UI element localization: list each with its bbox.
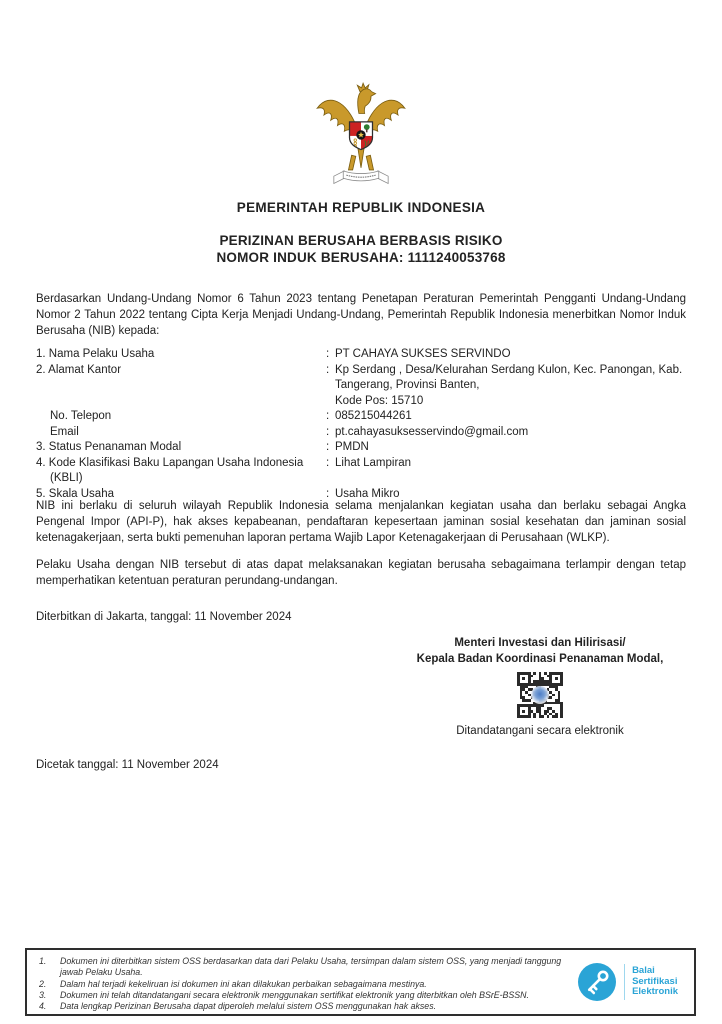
intro-paragraph: Berdasarkan Undang-Undang Nomor 6 Tahun 2023 tentang Penetapan Peraturan Pemerintah Pengganti Undang-Undang Nomor 2 Tahun 2022 tentang Cipta Kerja Menjadi Undang-Undang, Pemerintah Republik Indonesia menerbitkan Nomor Induk Berusaha (NIB) kepada: [36,293,686,337]
fields-list [36,347,688,502]
government-title: PEMERINTAH REPUBLIK INDONESIA [236,200,486,215]
qr-code [517,672,563,718]
footnote-item [39,990,577,1001]
field-label: 4. Kode Klasifikasi Baku Lapangan Usaha Indonesia (KBLI) [36,456,304,484]
bse-logo-line3: Elektronik [632,986,678,998]
field-value: Usaha Mikro [335,487,400,500]
field-row-nama-pelaku-usaha [36,347,688,363]
field-row-status-penanaman-modal [36,440,688,456]
footnote-item [39,979,577,990]
footnote-number: 2. [39,978,47,989]
electronic-signature-caption: Ditandatangani secara elektronik [456,725,624,737]
colon-separator: : [326,456,330,469]
footnote-item [39,1001,577,1012]
colon-separator: : [326,410,330,422]
footnote-number: 3. [39,989,47,1000]
pelaku-usaha-paragraph: Pelaku Usaha dengan NIB tersebut di atas dapat melaksanakan kegiatan berusaha sebagaimana terlampir dengan tetap memperhatikan ketentuan peraturan perundang-undangan. [36,559,686,587]
footnote-text: Dokumen ini diterbitkan sistem OSS berdasarkan data dari Pelaku Usaha, tersimpan dalam sistem OSS, yang menjadi tanggung jawab Pelaku Usaha. [60,956,562,978]
garuda-pancasila-icon [314,82,408,192]
issued-line: Diterbitkan di Jakarta, tanggal: 11 November 2024 [36,611,292,623]
document-title [0,233,722,266]
signature-block [390,636,690,738]
field-label: 3. Status Penanaman Modal [36,441,182,453]
field-label: Email [50,425,79,438]
printed-line: Dicetak tanggal: 11 November 2024 [36,759,219,771]
field-value: PMDN [335,441,369,453]
bse-logo-text [632,966,678,998]
garuda-pancasila-emblem [314,82,408,197]
field-label: No. Telepon [50,410,112,422]
document-title-line1: PERIZINAN BERUSAHA BERBASIS RISIKO [219,233,503,248]
field-row-kbli [36,456,688,487]
colon-separator: : [326,363,330,376]
field-label: 1. Nama Pelaku Usaha [36,348,155,360]
footnote-text: Dokumen ini telah ditandatangani secara elektronik menggunakan sertifikat elektronik yang diterbitkan oleh BSrE-BSSN. [60,989,529,1000]
footnote-number: 1. [39,956,47,966]
colon-separator: : [326,425,330,438]
field-value: pt.cahayasuksesservindo@gmail.com [335,425,529,438]
footnote-number: 4. [39,1001,47,1012]
field-value: 085215044261 [335,410,412,422]
postal-code-line: Kode Pos: 15710 [335,394,424,407]
footnotes-list [39,956,577,1012]
footer-notes-box [25,948,696,1016]
field-value: Lihat Lampiran [335,456,412,469]
footnote-item [39,956,577,979]
field-row-alamat-kantor [36,363,688,410]
footnote-text: Dalam hal terjadi kekeliruan isi dokumen ini akan dilakukan perbaikan sebagaimana mestinya. [60,978,427,989]
colon-separator: : [326,348,330,360]
address-line: Kp Serdang , Desa/Kelurahan Serdang Kulon, Kec. Panongan, Kab. Tangerang, Provinsi Banten, [335,363,683,391]
key-icon [577,962,617,1002]
bse-logo [577,962,678,1002]
field-value: PT CAHAYA SUKSES SERVINDO [335,348,511,360]
bse-logo-divider [624,964,626,1000]
field-label: 2. Alamat Kantor [36,363,122,376]
signatory-title-line1: Menteri Investasi dan Hilirisasi/ [454,637,626,649]
nib-validity-paragraph: NIB ini berlaku di seluruh wilayah Republik Indonesia selama menjalankan kegiatan usaha dan berlaku sebagai Angka Pengenal Impor (API-P), hak akses kepabeanan, pendaftaran kepesertaan jaminan sosial kesehatan dan jaminan sosial ketenagakerjaan, serta bukti pemenuhan laporan pertama Wajib Lapor Ketenagakerjaan di Perusahaan (WLKP). [36,500,686,544]
signatory-title-line2: Kepala Badan Koordinasi Penanaman Modal, [416,652,664,665]
colon-separator: : [326,441,330,453]
bse-logo-line1: Balai [632,965,655,977]
field-label: 5. Skala Usaha [36,487,114,500]
field-row-no-telepon [36,409,688,425]
field-row-email [36,425,688,441]
colon-separator: : [326,487,330,500]
field-value [335,363,688,410]
bse-logo-line2: Sertifikasi [632,975,678,987]
document-title-line2: NOMOR INDUK BERUSAHA: 1111240053768 [216,249,506,265]
footnote-text: Data lengkap Perizinan Berusaha dapat diperoleh melalui sistem OSS menggunakan hak akses. [60,1001,437,1012]
